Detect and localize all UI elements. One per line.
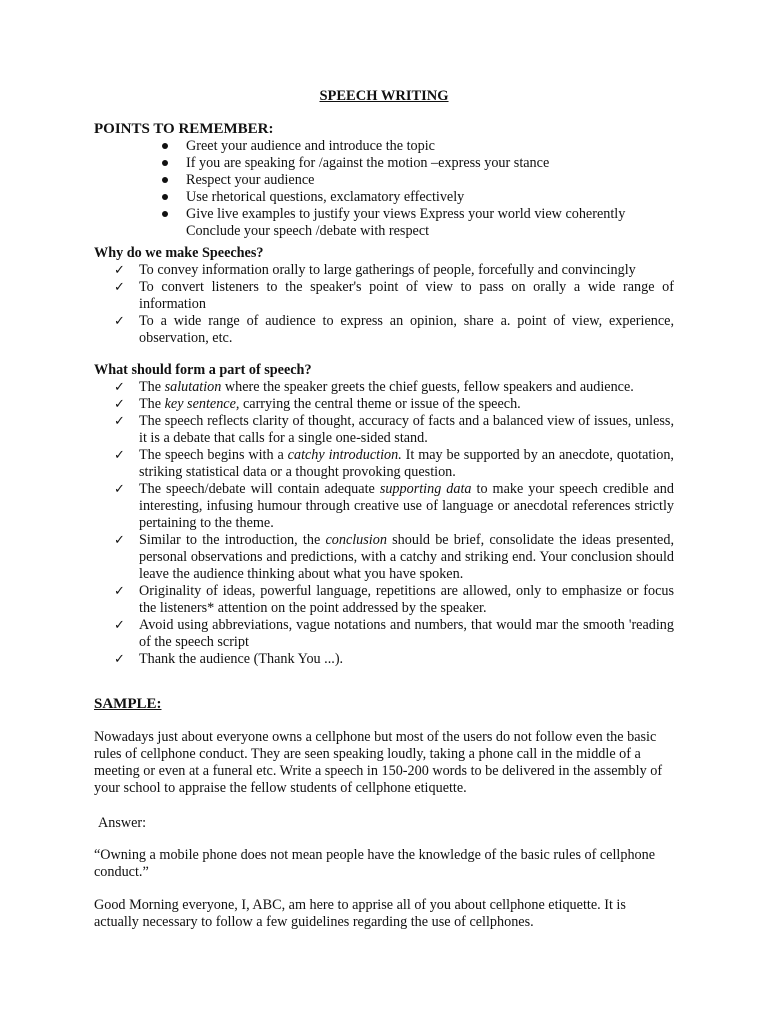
- why-list: [114, 262, 674, 347]
- bullet-icon: [162, 143, 168, 149]
- checkmark-icon: ✓: [114, 414, 125, 429]
- sample-heading: SAMPLE:: [94, 696, 162, 712]
- list-item: Greet your audience and introduce the topic: [160, 138, 680, 155]
- checkmark-icon: ✓: [114, 397, 125, 412]
- opening-quote: “Owning a mobile phone does not mean people have the knowledge of the basic rules of cellphone conduct.”: [94, 847, 656, 880]
- checkmark-icon: ✓: [114, 618, 125, 633]
- list-item: Use rhetorical questions, exclamatory effectively: [160, 189, 680, 206]
- checkmark-icon: ✓: [114, 652, 125, 667]
- bullet-icon: [162, 194, 168, 200]
- list-item: Respect your audience: [160, 172, 680, 189]
- checkmark-icon: ✓: [114, 448, 125, 463]
- list-item: ✓ The salutation where the speaker greets the chief guests, fellow speakers and audience.: [114, 379, 634, 395]
- speech-opening: Good Morning everyone, I, ABC, am here to apprise all of you about cellphone etiquette. It is actually necessary to follow a few guidelines regarding the use of cellphones.: [94, 897, 626, 930]
- points-heading: POINTS TO REMEMBER:: [94, 121, 274, 137]
- list-item: ✓ To convey information orally to large gatherings of people, forcefully and convincingly: [114, 262, 636, 278]
- points-list: [160, 138, 680, 240]
- list-item: ✓ The speech/debate will contain adequate supporting data to make your speech credible and interesting, infusing humour through creative use of language or anecdotal references strictly pertaining to the theme.: [114, 481, 674, 531]
- why-heading: Why do we make Speeches?: [94, 245, 264, 261]
- sample-question: Nowadays just about everyone owns a cellphone but most of the users do not follow even the basic rules of cellphone conduct. They are seen speaking loudly, taking a phone call in the middle of a meeting or even at a funeral etc. Write a speech in 150-200 words to be delivered in the assembly of your school to appraise the fellow students of cellphone etiquette.: [94, 729, 663, 796]
- form-list: [114, 379, 674, 668]
- bullet-icon: [162, 160, 168, 166]
- list-item: ✓ The key sentence, carrying the central theme or issue of the speech.: [114, 396, 521, 412]
- list-item: ✓ To a wide range of audience to express an opinion, share a. point of view, experience, observation, etc.: [114, 313, 674, 346]
- bullet-icon: [162, 177, 168, 183]
- checkmark-icon: ✓: [114, 482, 125, 497]
- list-item: Give live examples to justify your views Express your world view coherently: [160, 206, 680, 223]
- list-item: ✓ To convert listeners to the speaker's point of view to pass on orally a wide range of information: [114, 279, 674, 312]
- list-item: ✓ The speech reflects clarity of thought, accuracy of facts and a balanced view of issues, unless, it is a debate that calls for a single one-sided stand.: [114, 413, 674, 446]
- list-item: ✓ Avoid using abbreviations, vague notations and numbers, that would mar the smooth 'reading of the speech script: [114, 617, 674, 650]
- list-item: ✓ Thank the audience (Thank You ...).: [114, 651, 344, 667]
- answer-label: Answer:: [98, 815, 147, 831]
- checkmark-icon: ✓: [114, 533, 125, 548]
- list-item: ✓ Originality of ideas, powerful language, repetitions are allowed, only to emphasize or focus the listeners* attention on the point addressed by the speaker.: [114, 583, 674, 616]
- list-item: If you are speaking for /against the motion –express your stance: [160, 155, 680, 172]
- checkmark-icon: ✓: [114, 280, 125, 295]
- list-item: ✓ Similar to the introduction, the conclusion should be brief, consolidate the ideas presented, personal observations and predictions, with a catchy and striking end. Your conclusion should leave the audience thinking about what you have spoken.: [114, 532, 674, 582]
- checkmark-icon: ✓: [114, 314, 125, 329]
- checkmark-icon: ✓: [114, 263, 125, 278]
- checkmark-icon: ✓: [114, 380, 125, 395]
- document-title: SPEECH WRITING: [319, 88, 449, 104]
- list-item: ✓ The speech begins with a catchy introduction. It may be supported by an anecdote, quotation, striking statistical data or a thought provoking question.: [114, 447, 674, 480]
- checkmark-icon: ✓: [114, 584, 125, 599]
- form-heading: What should form a part of speech?: [94, 362, 312, 378]
- bullet-icon: [162, 211, 168, 217]
- list-item: Conclude your speech /debate with respect: [186, 223, 430, 239]
